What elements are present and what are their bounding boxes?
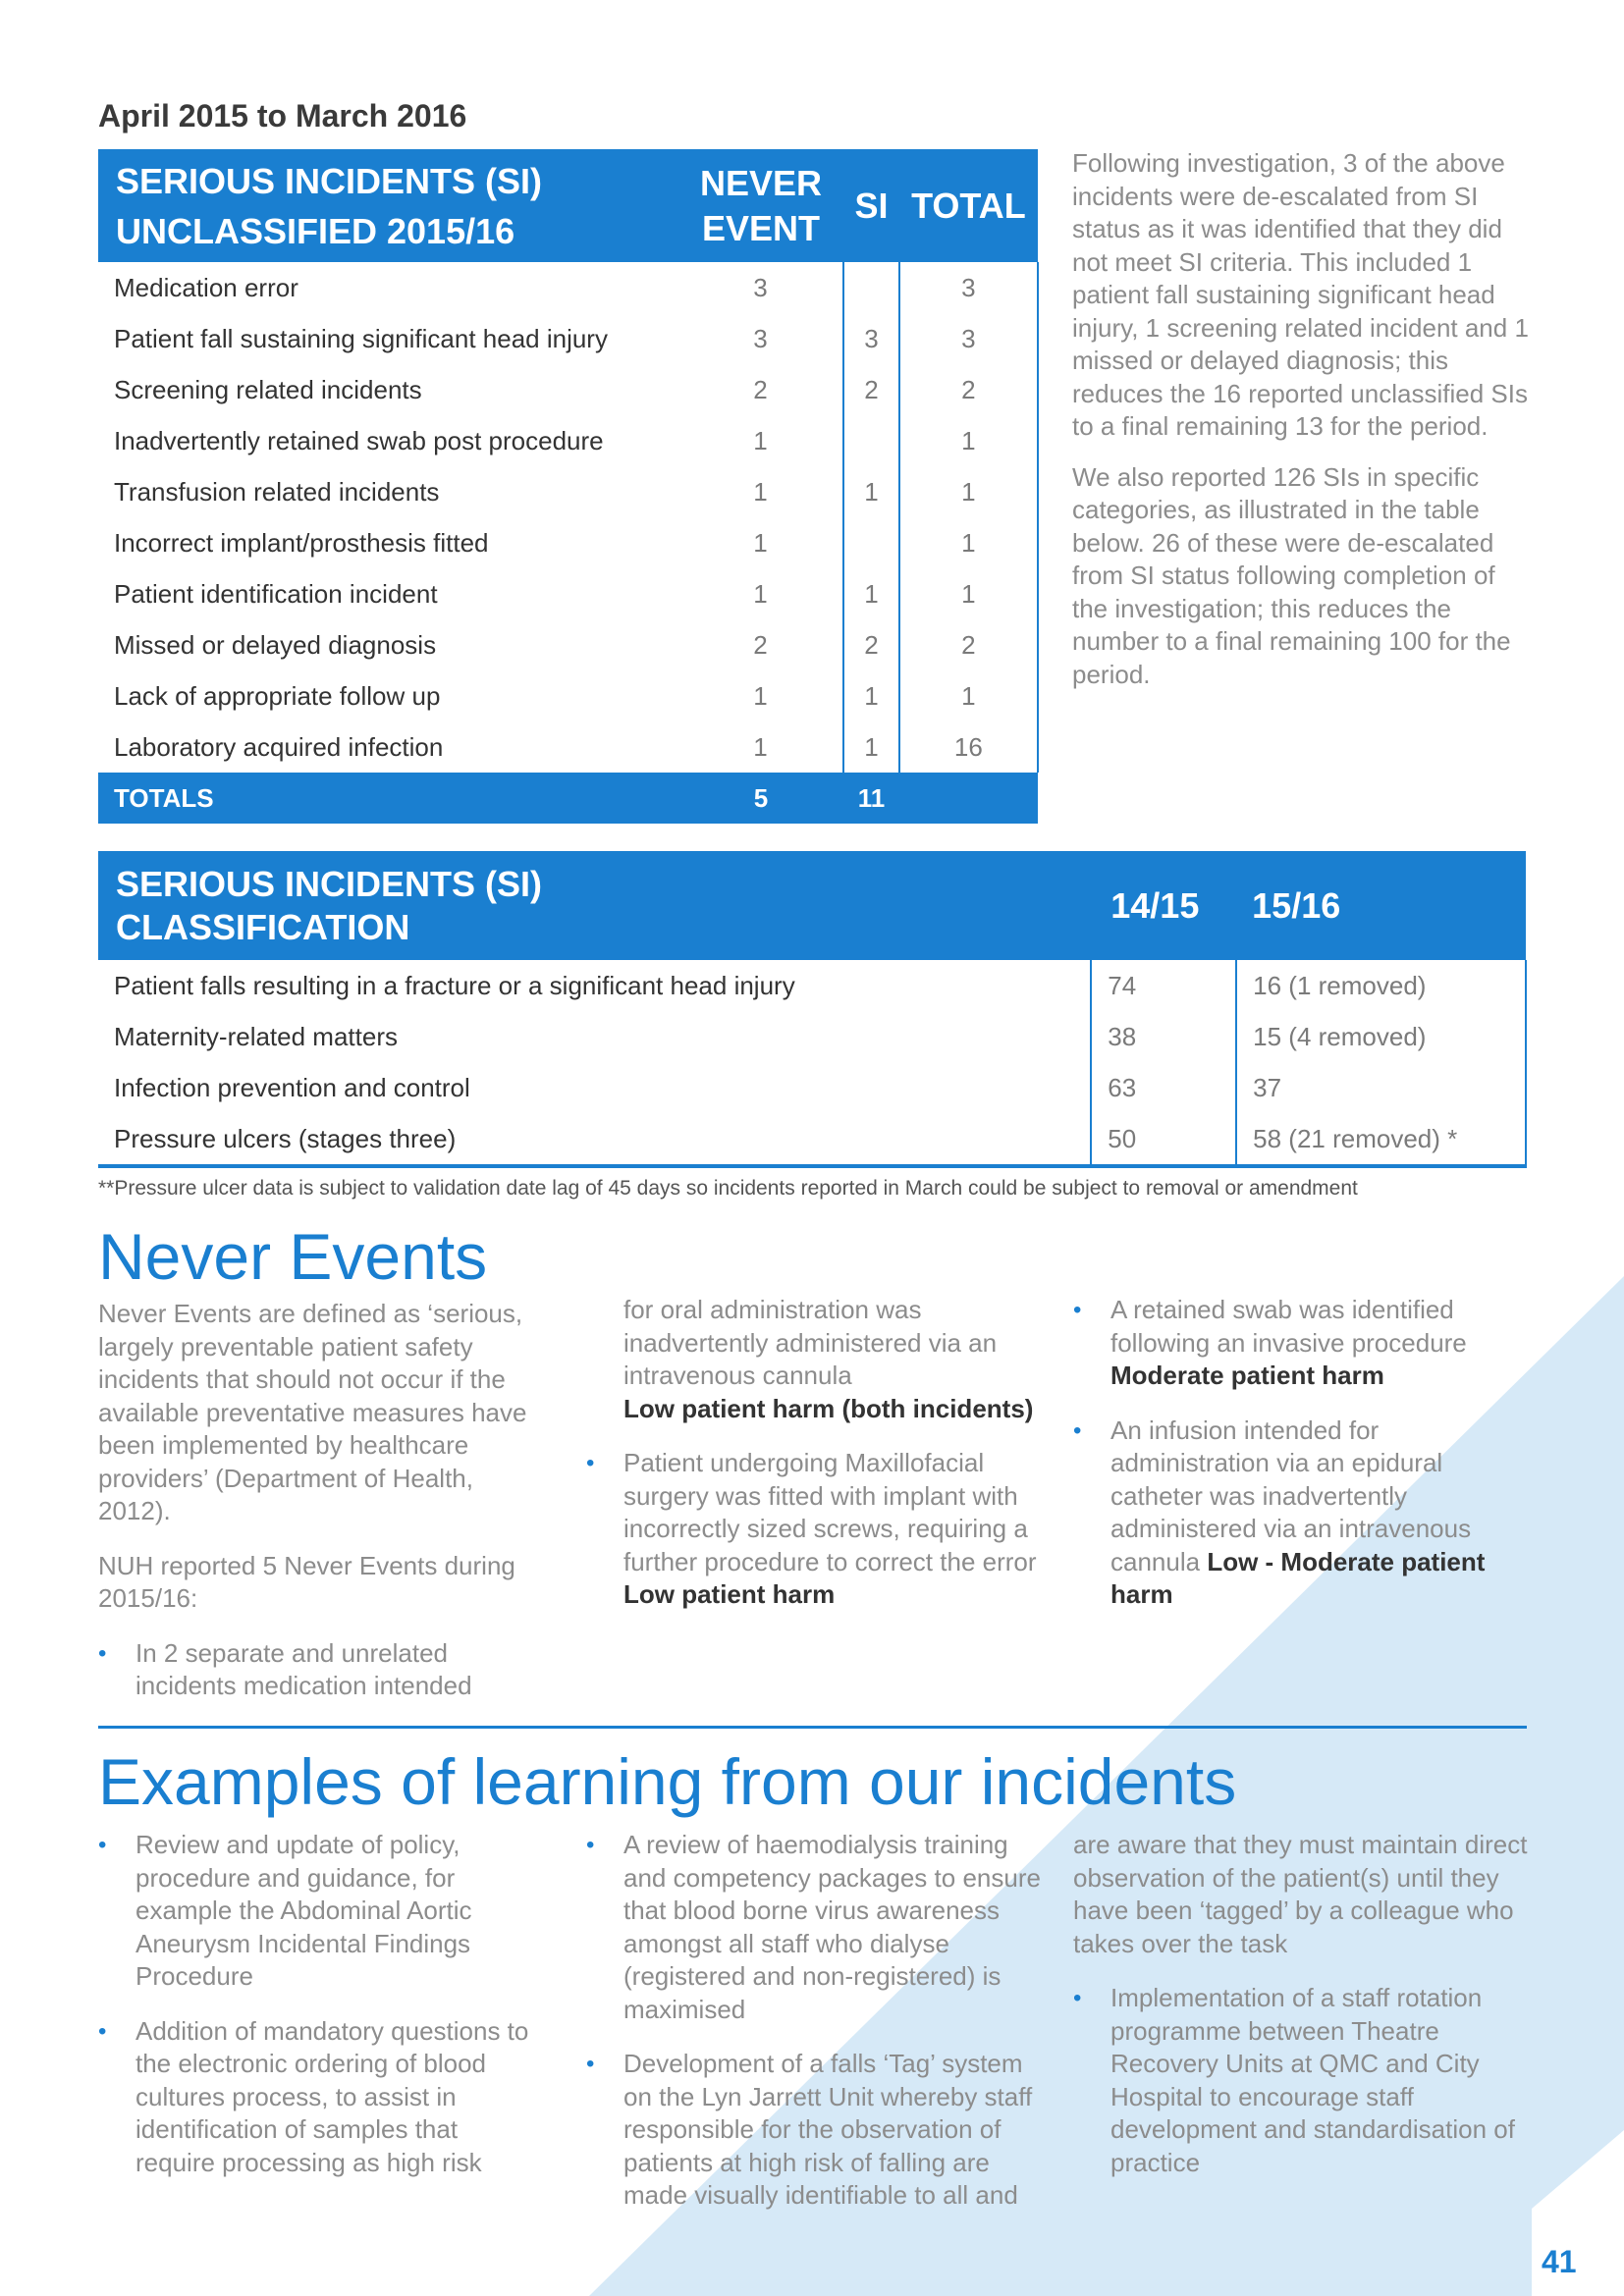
section-divider: [98, 1726, 1527, 1729]
table-row: [98, 721, 1038, 773]
cell-never: 1: [753, 527, 768, 558]
cell-total: 2: [899, 619, 1038, 670]
cell-total: 2: [899, 364, 1038, 415]
row-label: Inadvertently retained swab post procedure: [114, 425, 604, 455]
harm-level: Low - Moderate patient harm: [1110, 1546, 1486, 1609]
cell-si: 1: [843, 721, 899, 773]
cell-never: 2: [753, 629, 768, 660]
row-label: Screening related incidents: [114, 374, 422, 404]
table-header: [98, 149, 1038, 262]
cell-never: 3: [753, 272, 768, 302]
bullet-icon: •: [98, 2017, 107, 2045]
footnote: **Pressure ulcer data is subject to validation date lag of 45 days so incidents reported in March could be subject to removal or amendment: [98, 1177, 1358, 1200]
investigation-summary: [1072, 147, 1534, 709]
row-label: Transfusion related incidents: [114, 476, 440, 507]
row-label: Missed or delayed diagnosis: [114, 629, 437, 660]
cell-total: 16: [899, 721, 1038, 773]
cell-total: 1: [899, 415, 1038, 466]
cell-1516: 16 (1 removed): [1236, 960, 1526, 1011]
list-item: [586, 1447, 1054, 1612]
bullet-icon: •: [1073, 1416, 1082, 1444]
table-row: [98, 960, 1526, 1011]
cell-si: [843, 517, 899, 568]
table-row: [98, 1011, 1526, 1062]
row-label: Lack of appropriate follow up: [114, 680, 441, 711]
unclassified-si-table: [98, 149, 1039, 824]
totals-label: TOTALS: [98, 773, 678, 824]
bullet-icon: •: [1073, 1297, 1082, 1323]
bullet-icon: •: [98, 1832, 107, 1858]
cell-never: 1: [753, 578, 768, 609]
cell-never: 2: [753, 374, 768, 404]
row-label: Patient falls resulting in a fracture or a significant head injury: [114, 970, 795, 1000]
list-item: [98, 2015, 530, 2180]
cell-never: 1: [753, 425, 768, 455]
cell-si: [843, 415, 899, 466]
table-row: [98, 670, 1038, 721]
learning-column-1: [98, 1829, 530, 2201]
list-item: [1073, 1982, 1535, 2179]
cell-1516: 58 (21 removed) *: [1236, 1113, 1526, 1166]
bullet-icon: •: [586, 1832, 595, 1858]
harm-level: Moderate patient harm: [1110, 1361, 1384, 1390]
cell-total: 3: [899, 262, 1038, 313]
cell-si: 2: [843, 364, 899, 415]
list-item: [98, 1829, 530, 1994]
never-events-heading: Never Events: [98, 1220, 488, 1293]
cell-1516: 37: [1236, 1062, 1526, 1113]
table-row: [98, 415, 1038, 466]
never-events-column-2: [586, 1294, 1054, 1633]
table-title: [98, 851, 1091, 960]
cell-1415: 63: [1091, 1062, 1236, 1113]
table-title-line1: SERIOUS INCIDENTS (SI): [116, 863, 543, 904]
row-label: Patient fall sustaining significant head injury: [114, 323, 608, 353]
cell-total: 1: [899, 568, 1038, 619]
table-row: [98, 1113, 1526, 1166]
bullet-icon: •: [98, 1639, 107, 1667]
never-events-intro: Never Events are defined as ‘serious, largely preventable patient safety incidents that should not occur if the available preventative measures have been implemented by healthcare providers’ (Department of Health, 2012).: [98, 1299, 527, 1525]
summary-paragraph-2: We also reported 126 SIs in specific categories, as illustrated in the table below. 26 of these were de-escalated from SI status following completion of the investigation; this reduces the number to a final remaining 100 for the period.: [1072, 461, 1511, 689]
cell-total: 1: [899, 670, 1038, 721]
table-row: [98, 466, 1038, 517]
totals-total: [899, 773, 1038, 824]
row-label: Incorrect implant/prosthesis fitted: [114, 527, 489, 558]
list-item: [1073, 1294, 1535, 1393]
bullet-icon: •: [586, 1450, 595, 1476]
cell-si: 1: [843, 466, 899, 517]
cell-never: 3: [753, 323, 768, 353]
col-1516: 15/16: [1236, 851, 1526, 960]
table-row: [98, 517, 1038, 568]
cell-si: [843, 262, 899, 313]
table-row: [98, 364, 1038, 415]
table-title: [98, 149, 678, 262]
page-number: 41: [1542, 2244, 1577, 2279]
cell-1415: 50: [1091, 1113, 1236, 1166]
col-total: TOTAL: [899, 149, 1038, 262]
cell-si: 1: [843, 568, 899, 619]
row-label: Patient identification incident: [114, 578, 438, 609]
bullet-text: Addition of mandatory questions to the electronic ordering of blood cultures process, to assist in identification of samples that require processing as high risk: [135, 2015, 529, 2177]
learning-heading: Examples of learning from our incidents: [98, 1745, 1237, 1818]
bullet-text: Patient undergoing Maxillofacial surgery was fitted with implant with incorrectly sized screws, requiring a further procedure to correct the error: [623, 1448, 1037, 1576]
cell-total: 1: [899, 466, 1038, 517]
list-item: [1073, 1415, 1535, 1612]
table-header: [98, 851, 1526, 960]
summary-paragraph-1: Following investigation, 3 of the above incidents were de-escalated from SI status as it was identified that they did not meet SI criteria. This included 1 patient fall sustaining significant head injury, 1 screening related incident and 1 missed or delayed diagnosis; this reduces the 16 reported unclassified SIs to a final remaining 13 for the period.: [1072, 148, 1529, 441]
cell-si: 1: [843, 670, 899, 721]
bullet-text: A review of haemodialysis training and competency packages to ensure that blood borne virus awareness amongst all staff who dialyse (registered and non-registered) is maximised: [623, 1830, 1041, 2024]
bullet-text: Review and update of policy, procedure and guidance, for example the Abdominal Aortic Aneurysm Incidental Findings Procedure: [135, 1830, 472, 1991]
cell-never: 1: [753, 476, 768, 507]
cell-1516: 15 (4 removed): [1236, 1011, 1526, 1062]
cell-1415: 74: [1091, 960, 1236, 1011]
learning-column-2: [586, 1829, 1054, 2234]
bullet-text: In 2 separate and unrelated incidents medication intended: [135, 1637, 472, 1700]
bullet-text: A retained swab was identified following an invasive procedure: [1110, 1295, 1467, 1358]
list-item-continued: [586, 1294, 1054, 1425]
list-item-continued: are aware that they must maintain direct observation of the patient(s) until they have been ‘tagged’ by a colleague who takes over the task: [1073, 1830, 1528, 1958]
bullet-icon: •: [586, 2051, 595, 2077]
row-label: Maternity-related matters: [114, 1021, 398, 1051]
never-events-column-3: [1073, 1294, 1535, 1633]
table-row: [98, 568, 1038, 619]
cell-total: 1: [899, 517, 1038, 568]
harm-level: Low patient harm (both incidents): [623, 1393, 1034, 1423]
classified-si-table: [98, 851, 1527, 1168]
bullet-icon: •: [1073, 1985, 1082, 2011]
cell-total: 3: [899, 313, 1038, 364]
table-row: [98, 619, 1038, 670]
table-title-line2: CLASSIFICATION: [116, 906, 410, 947]
list-item: [98, 1637, 530, 1703]
totals-never: 5: [678, 773, 843, 824]
table-row: [98, 1062, 1526, 1113]
col-si: SI: [843, 149, 899, 262]
bullet-text: Implementation of a staff rotation programme between Theatre Recovery Units at QMC and City Hospital to encourage staff development and standardisation of practice: [1110, 1983, 1515, 2177]
cell-si: 2: [843, 619, 899, 670]
learning-column-3: [1073, 1829, 1535, 2201]
totals-row: [98, 773, 1038, 824]
list-item: [586, 2048, 1054, 2213]
row-label: Infection prevention and control: [114, 1072, 470, 1102]
cell-never: 1: [753, 731, 768, 762]
bullet-text: for oral administration was inadvertently administered via an intravenous cannula: [623, 1295, 998, 1390]
list-item: [586, 1829, 1054, 2026]
period-heading: April 2015 to March 2016: [98, 98, 467, 133]
never-events-column-1: [98, 1298, 530, 1725]
col-never-event: NEVER EVENT: [678, 149, 843, 262]
bullet-text: Development of a falls ‘Tag’ system on the Lyn Jarrett Unit whereby staff responsible for the observation of patients at high risk of falling are made visually identifiable to all and: [623, 2049, 1033, 2210]
table-title-line1: SERIOUS INCIDENTS (SI): [116, 160, 543, 201]
cell-never: 1: [753, 680, 768, 711]
table-title-line2: UNCLASSIFIED 2015/16: [116, 210, 515, 251]
totals-si: 11: [843, 773, 899, 824]
table-row: [98, 313, 1038, 364]
cell-1415: 38: [1091, 1011, 1236, 1062]
col-1415: 14/15: [1091, 851, 1236, 960]
table-row: [98, 262, 1038, 313]
harm-level: Low patient harm: [623, 1579, 836, 1609]
never-events-reported: NUH reported 5 Never Events during 2015/16:: [98, 1550, 515, 1613]
row-label: Pressure ulcers (stages three): [98, 1113, 1091, 1166]
row-label: Medication error: [114, 272, 298, 302]
cell-si: 3: [843, 313, 899, 364]
row-label: Laboratory acquired infection: [114, 731, 444, 762]
bullet-text: An infusion intended for administration via an epidural catheter was inadvertently administered via an intravenous cannula: [1110, 1415, 1472, 1576]
